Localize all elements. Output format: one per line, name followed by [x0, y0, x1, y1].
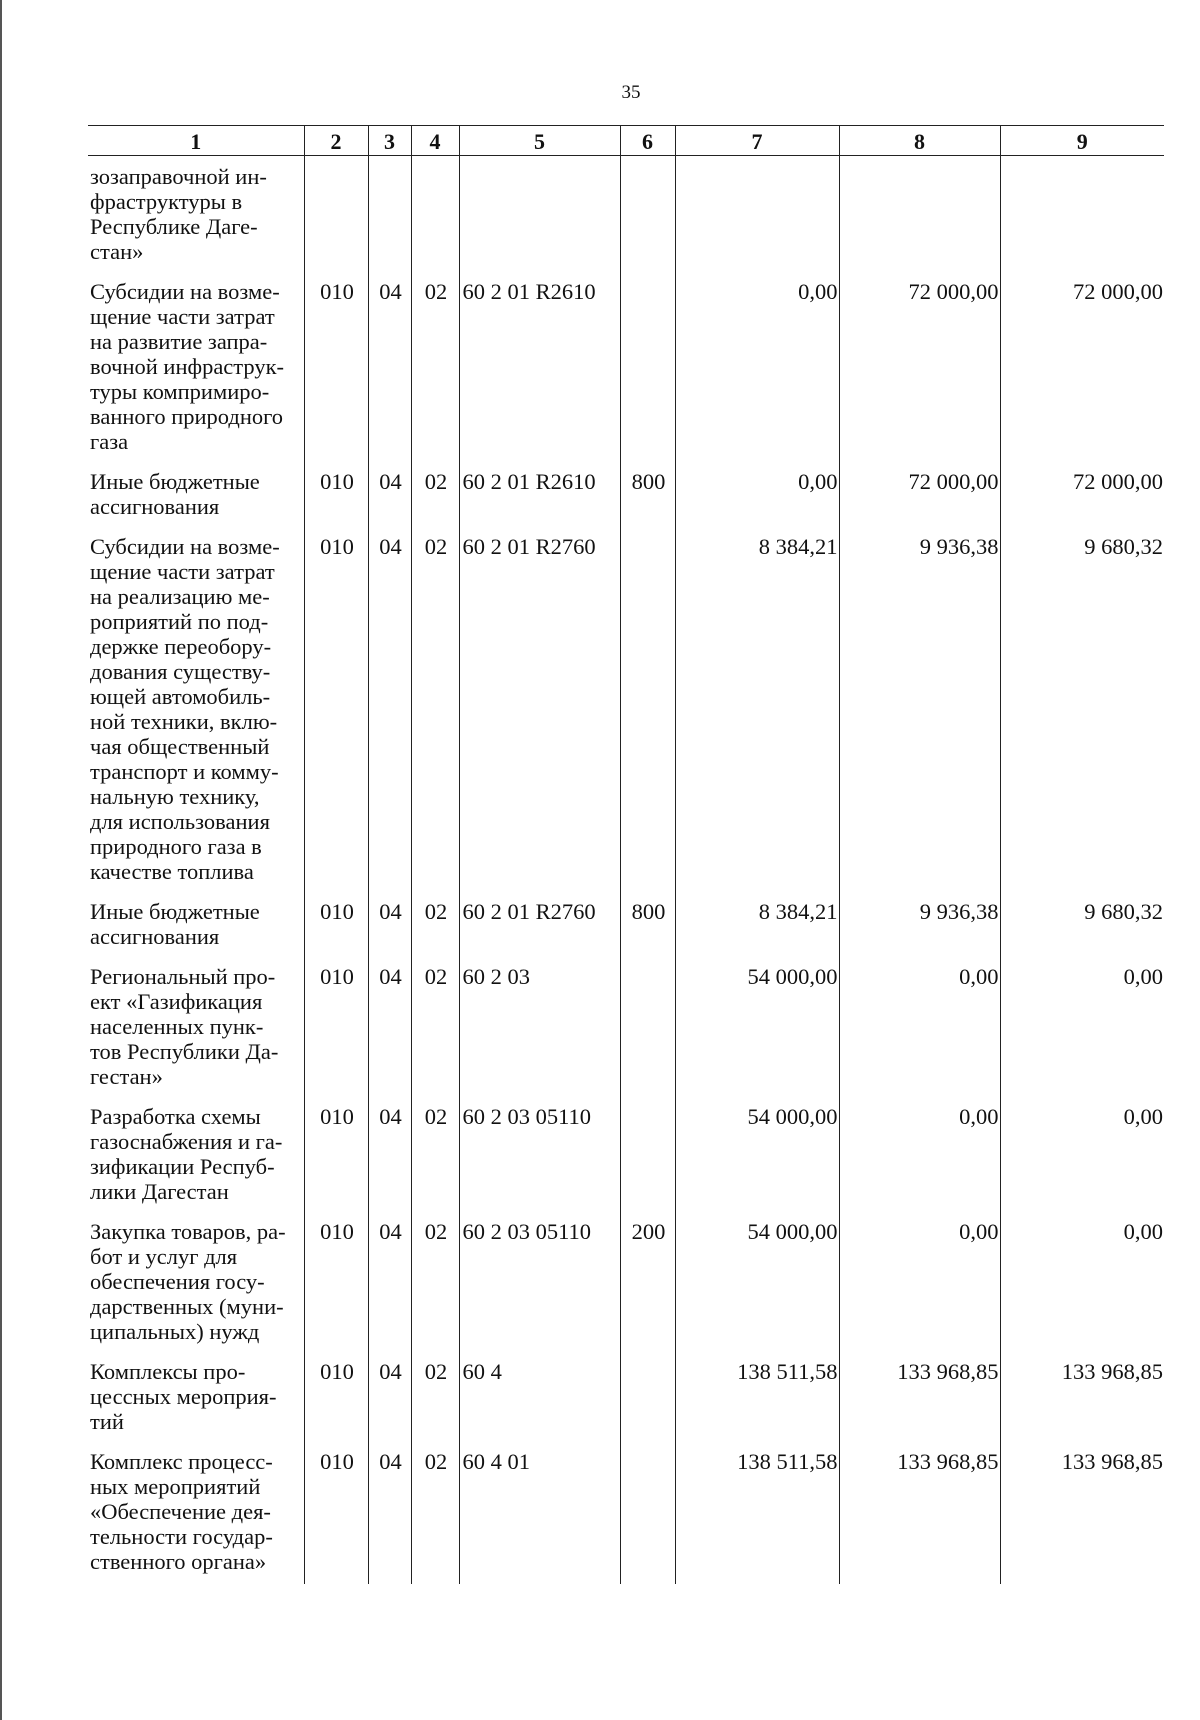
table-row	[88, 1359, 1164, 1449]
amount-cell: 9 936,38	[839, 899, 1000, 964]
column-header: 4	[411, 126, 459, 156]
amount-cell: 0,00	[1000, 1219, 1164, 1359]
section-code-cell: 04	[368, 1449, 411, 1584]
table-row	[88, 1449, 1164, 1584]
subsection-code-cell: 02	[411, 1219, 459, 1359]
target-item-cell: 60 2 01 R2760	[459, 899, 620, 964]
amount-cell	[675, 156, 839, 280]
table-row	[88, 1104, 1164, 1219]
target-item-cell: 60 2 03	[459, 964, 620, 1104]
expense-name-cell: Субсидии на возме- щение части затрат на развитие запра- вочной инфраструк- туры компримиро- ванного природного газа	[90, 279, 285, 454]
expense-name-cell: Субсидии на возме- щение части затрат на реализацию ме- роприятий по под- держке переобору- дования существу- ющей автомобиль- ной техники, вклю- чая общественный транспорт и комму- нальную технику, для использования природного газа в качестве топлива	[90, 534, 280, 884]
subsection-code-cell: 02	[411, 1449, 459, 1584]
amount-cell: 54 000,00	[675, 1104, 839, 1219]
amount-cell: 72 000,00	[1000, 469, 1164, 534]
table-row	[88, 1219, 1164, 1359]
ministry-code-cell: 010	[304, 279, 368, 469]
expense-name-cell: Комплекс процесс- ных мероприятий «Обеспечение дея- тельности государ- ственного органа»	[90, 1449, 273, 1574]
ministry-code-cell: 010	[304, 1104, 368, 1219]
subsection-code-cell: 02	[411, 964, 459, 1104]
target-item-cell: 60 2 01 R2610	[459, 279, 620, 469]
table-row	[88, 469, 1164, 534]
amount-cell: 72 000,00	[839, 469, 1000, 534]
section-code-cell: 04	[368, 279, 411, 469]
expense-name-cell: Иные бюджетные ассигнования	[90, 469, 260, 519]
amount-cell: 138 511,58	[675, 1449, 839, 1584]
expense-name-cell: Региональный про- ект «Газификация населенных пунк- тов Республики Да- гестан»	[90, 964, 279, 1089]
amount-cell: 138 511,58	[675, 1359, 839, 1449]
column-header: 9	[1000, 126, 1164, 156]
table-row	[88, 279, 1164, 469]
ministry-code-cell	[304, 156, 368, 280]
expense-name-cell: Закупка товаров, ра- бот и услуг для обеспечения госу- дарственных (муни- ципальных) нужд	[90, 1219, 286, 1344]
section-code-cell: 04	[368, 964, 411, 1104]
section-code-cell: 04	[368, 1359, 411, 1449]
target-item-cell: 60 2 03 05110	[459, 1104, 620, 1219]
amount-cell: 8 384,21	[675, 899, 839, 964]
target-item-cell: 60 4 01	[459, 1449, 620, 1584]
amount-cell: 133 968,85	[1000, 1449, 1164, 1584]
subsection-code-cell: 02	[411, 469, 459, 534]
subsection-code-cell: 02	[411, 1104, 459, 1219]
amount-cell: 9 680,32	[1000, 899, 1164, 964]
ministry-code-cell: 010	[304, 899, 368, 964]
amount-cell: 72 000,00	[1000, 279, 1164, 469]
expense-type-cell	[620, 1449, 675, 1584]
column-header: 6	[620, 126, 675, 156]
amount-cell: 0,00	[675, 469, 839, 534]
expense-type-cell	[620, 534, 675, 899]
target-item-cell: 60 2 03 05110	[459, 1219, 620, 1359]
ministry-code-cell: 010	[304, 1219, 368, 1359]
amount-cell: 133 968,85	[1000, 1359, 1164, 1449]
table-row	[88, 534, 1164, 899]
section-code-cell: 04	[368, 899, 411, 964]
budget-table	[88, 125, 1164, 1584]
subsection-code-cell: 02	[411, 534, 459, 899]
table-row	[88, 964, 1164, 1104]
amount-cell: 133 968,85	[839, 1449, 1000, 1584]
amount-cell: 0,00	[1000, 1104, 1164, 1219]
expense-name-cell: Комплексы про- цессных мероприя- тий	[90, 1359, 277, 1434]
subsection-code-cell: 02	[411, 279, 459, 469]
amount-cell: 54 000,00	[675, 964, 839, 1104]
section-code-cell: 04	[368, 469, 411, 534]
target-item-cell: 60 4	[459, 1359, 620, 1449]
table-row	[88, 156, 1164, 280]
amount-cell: 9 936,38	[839, 534, 1000, 899]
section-code-cell: 04	[368, 534, 411, 899]
amount-cell: 54 000,00	[675, 1219, 839, 1359]
column-header: 2	[304, 126, 368, 156]
expense-name-cell: Иные бюджетные ассигнования	[90, 899, 260, 949]
amount-cell: 133 968,85	[839, 1359, 1000, 1449]
amount-cell: 0,00	[839, 1104, 1000, 1219]
column-header: 7	[675, 126, 839, 156]
expense-type-cell: 800	[620, 899, 675, 964]
table-body	[88, 156, 1164, 1585]
expense-type-cell: 200	[620, 1219, 675, 1359]
subsection-code-cell	[411, 156, 459, 280]
amount-cell	[1000, 156, 1164, 280]
section-code-cell	[368, 156, 411, 280]
amount-cell: 9 680,32	[1000, 534, 1164, 899]
table-row	[88, 899, 1164, 964]
expense-name-cell: Разработка схемы газоснабжения и га- зификации Респуб- лики Дагестан	[90, 1104, 283, 1204]
column-header: 1	[88, 126, 304, 156]
target-item-cell	[459, 156, 620, 280]
subsection-code-cell: 02	[411, 899, 459, 964]
amount-cell: 0,00	[675, 279, 839, 469]
subsection-code-cell: 02	[411, 1359, 459, 1449]
section-code-cell: 04	[368, 1219, 411, 1359]
page-number: 35	[621, 82, 641, 103]
section-code-cell: 04	[368, 1104, 411, 1219]
amount-cell: 0,00	[1000, 964, 1164, 1104]
amount-cell: 72 000,00	[839, 279, 1000, 469]
ministry-code-cell: 010	[304, 469, 368, 534]
amount-cell: 8 384,21	[675, 534, 839, 899]
target-item-cell: 60 2 01 R2610	[459, 469, 620, 534]
expense-type-cell	[620, 156, 675, 280]
amount-cell: 0,00	[839, 964, 1000, 1104]
expense-name-cell: зозаправочной ин- фраструктуры в Республике Даге- стан»	[90, 164, 267, 264]
target-item-cell: 60 2 01 R2760	[459, 534, 620, 899]
amount-cell	[839, 156, 1000, 280]
column-header: 8	[839, 126, 1000, 156]
column-header: 5	[459, 126, 620, 156]
expense-type-cell: 800	[620, 469, 675, 534]
expense-type-cell	[620, 1359, 675, 1449]
expense-type-cell	[620, 1104, 675, 1219]
expense-type-cell	[620, 279, 675, 469]
header-row	[88, 126, 1164, 156]
ministry-code-cell: 010	[304, 534, 368, 899]
scan-edge	[0, 0, 2, 1720]
amount-cell: 0,00	[839, 1219, 1000, 1359]
ministry-code-cell: 010	[304, 964, 368, 1104]
expense-type-cell	[620, 964, 675, 1104]
column-header: 3	[368, 126, 411, 156]
ministry-code-cell: 010	[304, 1449, 368, 1584]
ministry-code-cell: 010	[304, 1359, 368, 1449]
